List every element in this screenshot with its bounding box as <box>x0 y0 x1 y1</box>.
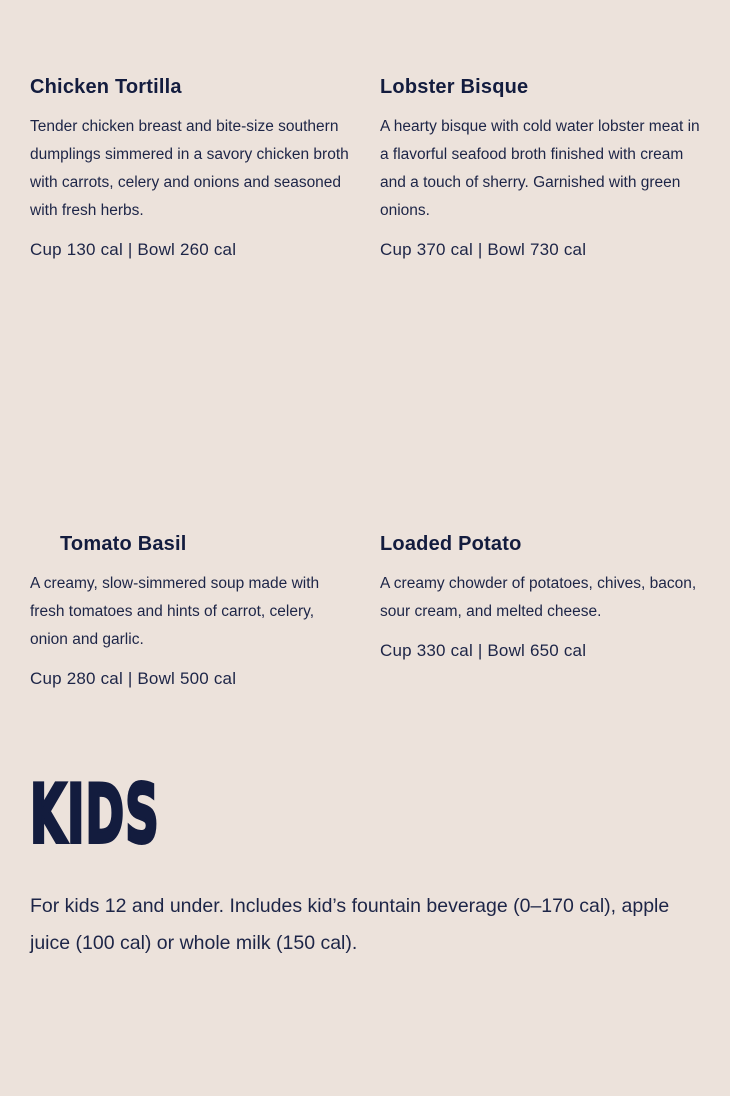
item-calories: Cup 130 cal | Bowl 260 cal <box>30 240 237 259</box>
item-name: Lobster Bisque <box>380 76 529 98</box>
kids-section-description: For kids 12 and under. Includes kid’s fountain beverage (0–170 cal), apple juice (100 cal) or whole milk (150 cal). <box>30 895 670 954</box>
kids-section-title: KIDS <box>30 768 160 861</box>
menu-item-loaded-potato <box>380 533 702 661</box>
item-name: Tomato Basil <box>60 533 187 555</box>
item-calories: Cup 280 cal | Bowl 500 cal <box>30 669 237 688</box>
item-calories: Cup 370 cal | Bowl 730 cal <box>380 240 587 259</box>
item-description: Tender chicken breast and bite-size southern dumplings simmered in a savory chicken broth with carrots, celery and onions and seasoned with fresh herbs. <box>30 118 349 219</box>
item-name: Chicken Tortilla <box>30 76 182 98</box>
menu-item-tomato-basil <box>30 533 352 689</box>
item-description: A creamy, slow-simmered soup made with fresh tomatoes and hints of carrot, celery, onion and garlic. <box>30 575 320 648</box>
item-name: Loaded Potato <box>380 533 522 555</box>
item-description: A hearty bisque with cold water lobster meat in a flavorful seafood broth finished with cream and a touch of sherry. Garnished with green onions. <box>380 118 700 219</box>
menu-item-lobster-bisque <box>380 76 702 260</box>
item-calories: Cup 330 cal | Bowl 650 cal <box>380 641 587 660</box>
item-description: A creamy chowder of potatoes, chives, bacon, sour cream, and melted cheese. <box>380 575 697 620</box>
menu-item-chicken-tortilla <box>30 76 352 260</box>
